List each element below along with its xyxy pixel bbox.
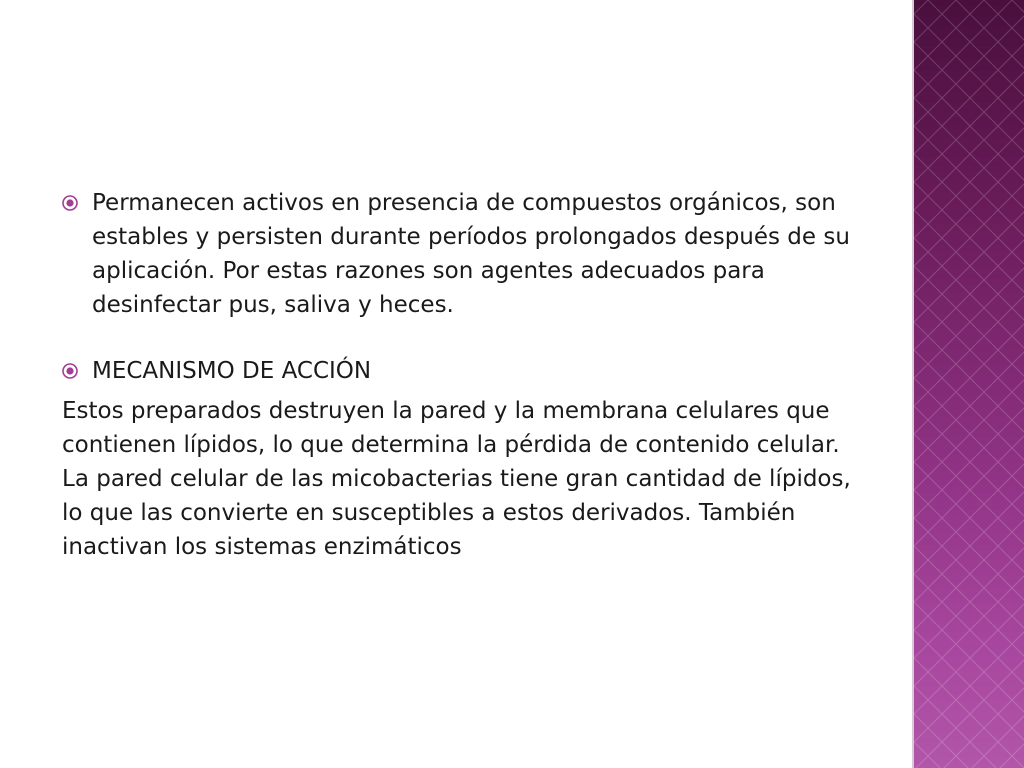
bullet-item-mechanism xyxy=(62,354,862,388)
target-bullet-icon xyxy=(62,195,78,211)
decorative-side-band xyxy=(912,0,1024,768)
bullet-text-mechanism: MECANISMO DE ACCIÓN xyxy=(92,358,372,384)
slide-body xyxy=(62,186,862,564)
target-bullet-icon xyxy=(62,363,78,379)
mechanism-paragraph: Estos preparados destruyen la pared y la membrana celulares que contienen lípidos, lo que determina la pérdida de contenido celular. La pared celular de las micobacterias tiene gran cantidad de lípidos, lo que las convierte en susceptibles a estos derivados. También inactivan los sistemas enzimáticos xyxy=(62,398,851,560)
bullet-item-properties xyxy=(62,186,862,322)
bullet-text-properties: Permanecen activos en presencia de compuestos orgánicos, son estables y persisten durante períodos prolongados después de su aplicación. Por estas razones son agentes adecuados para desinfectar pus, saliva y heces. xyxy=(92,190,850,318)
diamond-pattern xyxy=(914,0,1024,768)
